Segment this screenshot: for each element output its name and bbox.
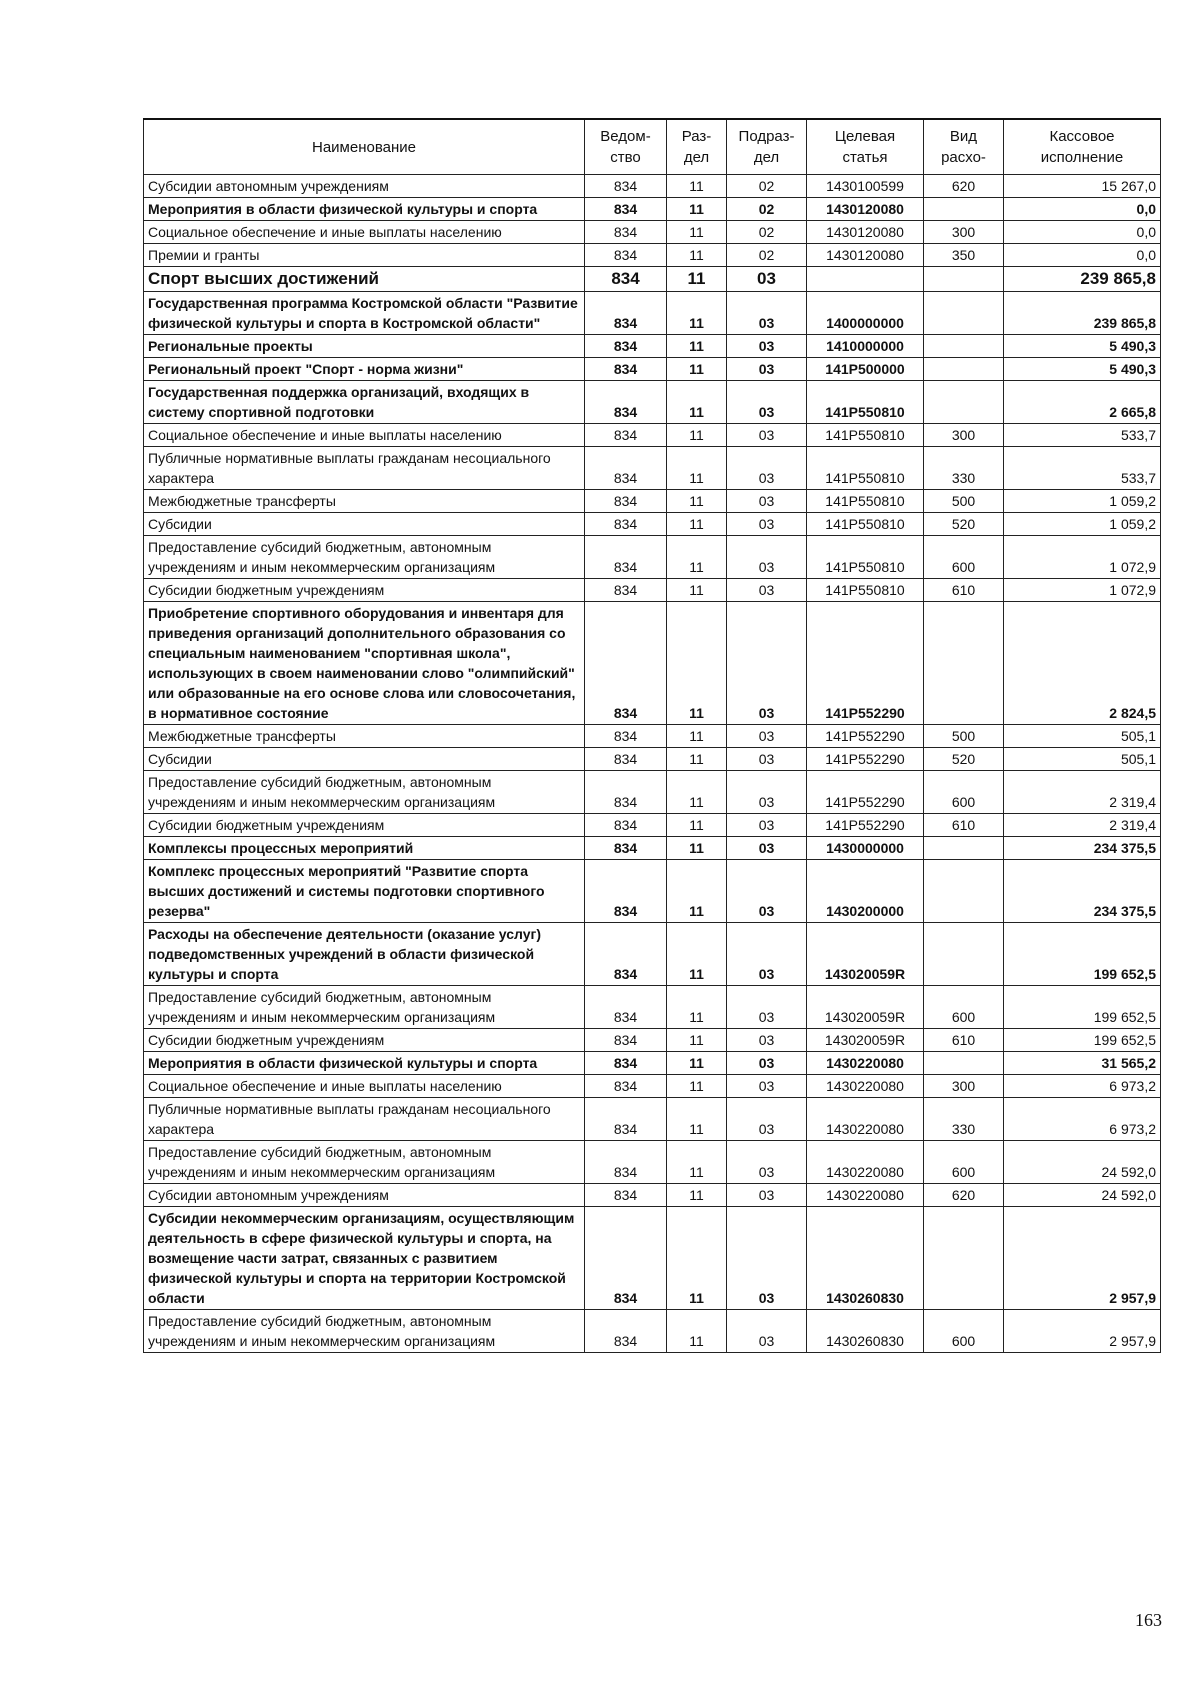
table-row <box>144 1207 1161 1310</box>
row-name-cell: Субсидии бюджетным учреждениям <box>144 1029 585 1052</box>
row-amount-cell: 2 957,9 <box>1004 1310 1161 1353</box>
row-amount-cell: 533,7 <box>1004 447 1161 490</box>
table-row <box>144 358 1161 381</box>
row-vid-rashodov-cell: 610 <box>924 814 1004 837</box>
row-amount-cell: 24 592,0 <box>1004 1141 1161 1184</box>
row-podrazdel-cell: 03 <box>727 1075 807 1098</box>
row-celevaya-statya-cell: 1400000000 <box>807 292 924 335</box>
row-podrazdel-cell: 02 <box>727 198 807 221</box>
row-celevaya-statya-cell: 1430220080 <box>807 1052 924 1075</box>
row-name-cell: Мероприятия в области физической культуры и спорта <box>144 1052 585 1075</box>
row-amount-cell: 5 490,3 <box>1004 358 1161 381</box>
row-amount-cell: 2 957,9 <box>1004 1207 1161 1310</box>
row-vedomstvo-cell: 834 <box>585 1052 667 1075</box>
table-row <box>144 221 1161 244</box>
row-vedomstvo-cell: 834 <box>585 579 667 602</box>
row-name-cell: Расходы на обеспечение деятельности (оказание услуг) подведомственных учреждений в области физической культуры и спорта <box>144 923 585 986</box>
row-name-cell: Региональные проекты <box>144 335 585 358</box>
table-row <box>144 536 1161 579</box>
row-amount-cell: 234 375,5 <box>1004 860 1161 923</box>
row-vid-rashodov-cell: 600 <box>924 771 1004 814</box>
table-row <box>144 267 1161 292</box>
row-podrazdel-cell: 03 <box>727 513 807 536</box>
row-vid-rashodov-cell: 610 <box>924 579 1004 602</box>
row-vid-rashodov-cell: 350 <box>924 244 1004 267</box>
row-name-cell: Публичные нормативные выплаты гражданам несоциального характера <box>144 447 585 490</box>
row-razdel-cell: 11 <box>667 725 727 748</box>
row-podrazdel-cell: 03 <box>727 923 807 986</box>
row-podrazdel-cell: 03 <box>727 860 807 923</box>
budget-table <box>143 118 1161 1353</box>
row-razdel-cell: 11 <box>667 771 727 814</box>
row-vedomstvo-cell: 834 <box>585 1310 667 1353</box>
table-row <box>144 490 1161 513</box>
row-name-cell: Субсидии <box>144 513 585 536</box>
row-podrazdel-cell: 02 <box>727 244 807 267</box>
row-name-cell: Приобретение спортивного оборудования и инвентаря для приведения организаций дополнительного образования со специальным наименованием "спортивная школа", использующих в своем наименовании слово "олимпийский" или образованные на его основе слова или словосочетания, в нормативное состояние <box>144 602 585 725</box>
row-razdel-cell: 11 <box>667 381 727 424</box>
row-vid-rashodov-cell: 620 <box>924 1184 1004 1207</box>
row-vedomstvo-cell: 834 <box>585 175 667 198</box>
page-number: 163 <box>1135 1610 1162 1630</box>
row-vedomstvo-cell: 834 <box>585 1098 667 1141</box>
row-amount-cell: 24 592,0 <box>1004 1184 1161 1207</box>
row-amount-cell: 505,1 <box>1004 725 1161 748</box>
table-row <box>144 244 1161 267</box>
row-name-cell: Межбюджетные трансферты <box>144 490 585 513</box>
row-razdel-cell: 11 <box>667 814 727 837</box>
row-name-cell: Субсидии <box>144 748 585 771</box>
row-name-cell: Социальное обеспечение и иные выплаты населению <box>144 1075 585 1098</box>
table-row <box>144 175 1161 198</box>
row-razdel-cell: 11 <box>667 748 727 771</box>
row-razdel-cell: 11 <box>667 536 727 579</box>
row-vid-rashodov-cell: 600 <box>924 536 1004 579</box>
row-celevaya-statya-cell: 141P550810 <box>807 579 924 602</box>
row-vid-rashodov-cell <box>924 381 1004 424</box>
row-celevaya-statya-cell: 1410000000 <box>807 335 924 358</box>
row-vid-rashodov-cell: 610 <box>924 1029 1004 1052</box>
row-name-cell: Субсидии некоммерческим организациям, осуществляющим деятельность в сфере физической культуры и спорта, на возмещение части затрат, связанных с развитием физической культуры и спорта на территории Костромской области <box>144 1207 585 1310</box>
row-celevaya-statya-cell: 141P552290 <box>807 602 924 725</box>
table-row <box>144 814 1161 837</box>
row-podrazdel-cell: 03 <box>727 447 807 490</box>
row-vedomstvo-cell: 834 <box>585 923 667 986</box>
row-celevaya-statya-cell: 1430120080 <box>807 221 924 244</box>
row-amount-cell: 199 652,5 <box>1004 986 1161 1029</box>
row-podrazdel-cell: 03 <box>727 602 807 725</box>
row-vedomstvo-cell: 834 <box>585 602 667 725</box>
row-amount-cell: 0,0 <box>1004 198 1161 221</box>
row-podrazdel-cell: 03 <box>727 490 807 513</box>
row-name-cell: Государственная программа Костромской области "Развитие физической культуры и спорта в Костромской области" <box>144 292 585 335</box>
row-name-cell: Субсидии автономным учреждениям <box>144 175 585 198</box>
row-vedomstvo-cell: 834 <box>585 198 667 221</box>
row-amount-cell: 2 824,5 <box>1004 602 1161 725</box>
row-vedomstvo-cell: 834 <box>585 771 667 814</box>
row-razdel-cell: 11 <box>667 175 727 198</box>
row-amount-cell: 239 865,8 <box>1004 267 1161 292</box>
row-name-cell: Комплекс процессных мероприятий "Развитие спорта высших достижений и системы подготовки спортивного резерва" <box>144 860 585 923</box>
row-amount-cell: 6 973,2 <box>1004 1075 1161 1098</box>
row-vedomstvo-cell: 834 <box>585 490 667 513</box>
table-row <box>144 748 1161 771</box>
row-podrazdel-cell: 03 <box>727 1310 807 1353</box>
row-podrazdel-cell: 03 <box>727 986 807 1029</box>
row-vedomstvo-cell: 834 <box>585 381 667 424</box>
row-razdel-cell: 11 <box>667 198 727 221</box>
row-name-cell: Субсидии бюджетным учреждениям <box>144 814 585 837</box>
row-razdel-cell: 11 <box>667 221 727 244</box>
row-vedomstvo-cell: 834 <box>585 1184 667 1207</box>
row-vedomstvo-cell: 834 <box>585 1141 667 1184</box>
table-row <box>144 923 1161 986</box>
row-vedomstvo-cell: 834 <box>585 221 667 244</box>
row-vedomstvo-cell: 834 <box>585 292 667 335</box>
row-vid-rashodov-cell <box>924 1052 1004 1075</box>
row-vid-rashodov-cell <box>924 198 1004 221</box>
row-celevaya-statya-cell: 141P550810 <box>807 381 924 424</box>
row-amount-cell: 2 665,8 <box>1004 381 1161 424</box>
table-row <box>144 1098 1161 1141</box>
row-vid-rashodov-cell: 600 <box>924 986 1004 1029</box>
row-razdel-cell: 11 <box>667 986 727 1029</box>
header-name: Наименование <box>144 119 585 175</box>
row-celevaya-statya-cell: 143020059R <box>807 923 924 986</box>
row-podrazdel-cell: 03 <box>727 1141 807 1184</box>
header-kassovoe-ispolnenie: Кассовое исполнение <box>1004 119 1161 175</box>
row-podrazdel-cell: 03 <box>727 725 807 748</box>
row-celevaya-statya-cell: 1430260830 <box>807 1310 924 1353</box>
row-vid-rashodov-cell: 600 <box>924 1310 1004 1353</box>
row-celevaya-statya-cell: 1430120080 <box>807 198 924 221</box>
row-celevaya-statya-cell: 1430220080 <box>807 1141 924 1184</box>
row-celevaya-statya-cell: 1430120080 <box>807 244 924 267</box>
row-razdel-cell: 11 <box>667 490 727 513</box>
row-vedomstvo-cell: 834 <box>585 267 667 292</box>
table-row <box>144 198 1161 221</box>
row-vedomstvo-cell: 834 <box>585 536 667 579</box>
table-row <box>144 1052 1161 1075</box>
table-row <box>144 1075 1161 1098</box>
row-razdel-cell: 11 <box>667 292 727 335</box>
row-name-cell: Мероприятия в области физической культуры и спорта <box>144 198 585 221</box>
row-vid-rashodov-cell: 520 <box>924 513 1004 536</box>
row-name-cell: Предоставление субсидий бюджетным, автономным учреждениям и иным некоммерческим организациям <box>144 986 585 1029</box>
row-name-cell: Публичные нормативные выплаты гражданам несоциального характера <box>144 1098 585 1141</box>
row-vedomstvo-cell: 834 <box>585 1075 667 1098</box>
table-body <box>144 175 1161 1353</box>
row-podrazdel-cell: 03 <box>727 837 807 860</box>
row-vedomstvo-cell: 834 <box>585 860 667 923</box>
row-razdel-cell: 11 <box>667 267 727 292</box>
row-celevaya-statya-cell: 141P552290 <box>807 725 924 748</box>
table-row <box>144 1184 1161 1207</box>
row-vid-rashodov-cell: 300 <box>924 424 1004 447</box>
row-amount-cell: 2 319,4 <box>1004 771 1161 814</box>
row-name-cell: Субсидии автономным учреждениям <box>144 1184 585 1207</box>
row-celevaya-statya-cell: 141P552290 <box>807 814 924 837</box>
table-row <box>144 860 1161 923</box>
row-celevaya-statya-cell: 1430200000 <box>807 860 924 923</box>
row-vid-rashodov-cell: 330 <box>924 447 1004 490</box>
row-amount-cell: 1 059,2 <box>1004 490 1161 513</box>
row-podrazdel-cell: 03 <box>727 814 807 837</box>
table-row <box>144 447 1161 490</box>
row-vid-rashodov-cell <box>924 358 1004 381</box>
row-podrazdel-cell: 03 <box>727 1184 807 1207</box>
row-vid-rashodov-cell <box>924 267 1004 292</box>
row-vedomstvo-cell: 834 <box>585 335 667 358</box>
row-vid-rashodov-cell <box>924 860 1004 923</box>
row-celevaya-statya-cell: 141P500000 <box>807 358 924 381</box>
row-vid-rashodov-cell <box>924 837 1004 860</box>
header-razdel: Раз- дел <box>667 119 727 175</box>
row-vid-rashodov-cell: 300 <box>924 1075 1004 1098</box>
row-razdel-cell: 11 <box>667 837 727 860</box>
row-amount-cell: 239 865,8 <box>1004 292 1161 335</box>
row-name-cell: Премии и гранты <box>144 244 585 267</box>
row-podrazdel-cell: 03 <box>727 424 807 447</box>
row-celevaya-statya-cell: 1430000000 <box>807 837 924 860</box>
table-row <box>144 602 1161 725</box>
row-vedomstvo-cell: 834 <box>585 748 667 771</box>
row-podrazdel-cell: 03 <box>727 1029 807 1052</box>
table-row <box>144 1141 1161 1184</box>
row-amount-cell: 2 319,4 <box>1004 814 1161 837</box>
row-vedomstvo-cell: 834 <box>585 358 667 381</box>
row-name-cell: Субсидии бюджетным учреждениям <box>144 579 585 602</box>
row-podrazdel-cell: 02 <box>727 221 807 244</box>
row-name-cell: Спорт высших достижений <box>144 267 585 292</box>
table-row <box>144 837 1161 860</box>
row-podrazdel-cell: 03 <box>727 579 807 602</box>
row-podrazdel-cell: 03 <box>727 1052 807 1075</box>
row-razdel-cell: 11 <box>667 335 727 358</box>
row-razdel-cell: 11 <box>667 1310 727 1353</box>
row-celevaya-statya-cell: 143020059R <box>807 986 924 1029</box>
row-amount-cell: 1 059,2 <box>1004 513 1161 536</box>
row-vid-rashodov-cell: 330 <box>924 1098 1004 1141</box>
row-podrazdel-cell: 02 <box>727 175 807 198</box>
row-amount-cell: 199 652,5 <box>1004 923 1161 986</box>
row-vedomstvo-cell: 834 <box>585 1029 667 1052</box>
row-celevaya-statya-cell: 1430220080 <box>807 1184 924 1207</box>
row-podrazdel-cell: 03 <box>727 771 807 814</box>
table-row <box>144 725 1161 748</box>
row-celevaya-statya-cell: 1430220080 <box>807 1075 924 1098</box>
table-row <box>144 771 1161 814</box>
row-razdel-cell: 11 <box>667 1184 727 1207</box>
row-podrazdel-cell: 03 <box>727 358 807 381</box>
table-row <box>144 1310 1161 1353</box>
row-name-cell: Государственная поддержка организаций, входящих в систему спортивной подготовки <box>144 381 585 424</box>
table-row <box>144 292 1161 335</box>
row-amount-cell: 6 973,2 <box>1004 1098 1161 1141</box>
row-razdel-cell: 11 <box>667 1075 727 1098</box>
row-razdel-cell: 11 <box>667 447 727 490</box>
row-razdel-cell: 11 <box>667 1098 727 1141</box>
row-amount-cell: 1 072,9 <box>1004 536 1161 579</box>
row-amount-cell: 199 652,5 <box>1004 1029 1161 1052</box>
row-vedomstvo-cell: 834 <box>585 986 667 1029</box>
row-vid-rashodov-cell <box>924 1207 1004 1310</box>
row-celevaya-statya-cell: 1430220080 <box>807 1098 924 1141</box>
row-razdel-cell: 11 <box>667 579 727 602</box>
row-podrazdel-cell: 03 <box>727 267 807 292</box>
row-celevaya-statya-cell: 141P550810 <box>807 424 924 447</box>
header-vedomstvo: Ведом- ство <box>585 119 667 175</box>
row-podrazdel-cell: 03 <box>727 748 807 771</box>
row-podrazdel-cell: 03 <box>727 536 807 579</box>
header-vid-rashodov: Вид расхо- <box>924 119 1004 175</box>
table-row <box>144 579 1161 602</box>
row-amount-cell: 533,7 <box>1004 424 1161 447</box>
row-amount-cell: 0,0 <box>1004 221 1161 244</box>
row-celevaya-statya-cell: 143020059R <box>807 1029 924 1052</box>
row-amount-cell: 0,0 <box>1004 244 1161 267</box>
row-name-cell: Региональный проект "Спорт - норма жизни" <box>144 358 585 381</box>
row-name-cell: Предоставление субсидий бюджетным, автономным учреждениям и иным некоммерческим организациям <box>144 1141 585 1184</box>
row-vedomstvo-cell: 834 <box>585 814 667 837</box>
row-name-cell: Межбюджетные трансферты <box>144 725 585 748</box>
row-podrazdel-cell: 03 <box>727 1098 807 1141</box>
table-row <box>144 513 1161 536</box>
row-razdel-cell: 11 <box>667 244 727 267</box>
row-razdel-cell: 11 <box>667 860 727 923</box>
row-name-cell: Предоставление субсидий бюджетным, автономным учреждениям и иным некоммерческим организациям <box>144 1310 585 1353</box>
table-row <box>144 986 1161 1029</box>
row-vid-rashodov-cell <box>924 602 1004 725</box>
row-vedomstvo-cell: 834 <box>585 837 667 860</box>
row-name-cell: Социальное обеспечение и иные выплаты населению <box>144 221 585 244</box>
row-celevaya-statya-cell: 141P550810 <box>807 513 924 536</box>
row-amount-cell: 5 490,3 <box>1004 335 1161 358</box>
row-celevaya-statya-cell: 141P552290 <box>807 771 924 814</box>
row-name-cell: Предоставление субсидий бюджетным, автономным учреждениям и иным некоммерческим организациям <box>144 771 585 814</box>
row-amount-cell: 1 072,9 <box>1004 579 1161 602</box>
row-razdel-cell: 11 <box>667 358 727 381</box>
row-razdel-cell: 11 <box>667 513 727 536</box>
row-razdel-cell: 11 <box>667 424 727 447</box>
row-razdel-cell: 11 <box>667 1052 727 1075</box>
row-celevaya-statya-cell: 1430260830 <box>807 1207 924 1310</box>
row-celevaya-statya-cell: 141P550810 <box>807 536 924 579</box>
table-row <box>144 381 1161 424</box>
row-vedomstvo-cell: 834 <box>585 244 667 267</box>
row-amount-cell: 15 267,0 <box>1004 175 1161 198</box>
row-vid-rashodov-cell: 620 <box>924 175 1004 198</box>
row-podrazdel-cell: 03 <box>727 381 807 424</box>
row-name-cell: Социальное обеспечение и иные выплаты населению <box>144 424 585 447</box>
row-vid-rashodov-cell <box>924 292 1004 335</box>
row-name-cell: Комплексы процессных мероприятий <box>144 837 585 860</box>
row-razdel-cell: 11 <box>667 1029 727 1052</box>
row-name-cell: Предоставление субсидий бюджетным, автономным учреждениям и иным некоммерческим организациям <box>144 536 585 579</box>
table-row <box>144 424 1161 447</box>
table-row <box>144 1029 1161 1052</box>
row-razdel-cell: 11 <box>667 923 727 986</box>
row-celevaya-statya-cell: 1430100599 <box>807 175 924 198</box>
row-razdel-cell: 11 <box>667 1141 727 1184</box>
row-vid-rashodov-cell <box>924 923 1004 986</box>
table-header-row <box>144 119 1161 175</box>
row-podrazdel-cell: 03 <box>727 1207 807 1310</box>
header-celevaya-statya: Целевая статья <box>807 119 924 175</box>
header-podrazdel: Подраз- дел <box>727 119 807 175</box>
row-vedomstvo-cell: 834 <box>585 1207 667 1310</box>
row-vedomstvo-cell: 834 <box>585 447 667 490</box>
row-vid-rashodov-cell <box>924 335 1004 358</box>
row-amount-cell: 31 565,2 <box>1004 1052 1161 1075</box>
row-celevaya-statya-cell: 141P550810 <box>807 490 924 513</box>
row-celevaya-statya-cell <box>807 267 924 292</box>
row-podrazdel-cell: 03 <box>727 292 807 335</box>
row-vid-rashodov-cell: 520 <box>924 748 1004 771</box>
row-razdel-cell: 11 <box>667 1207 727 1310</box>
row-vid-rashodov-cell: 500 <box>924 490 1004 513</box>
row-vid-rashodov-cell: 500 <box>924 725 1004 748</box>
row-amount-cell: 505,1 <box>1004 748 1161 771</box>
row-celevaya-statya-cell: 141P552290 <box>807 748 924 771</box>
row-vedomstvo-cell: 834 <box>585 513 667 536</box>
row-vid-rashodov-cell: 600 <box>924 1141 1004 1184</box>
row-celevaya-statya-cell: 141P550810 <box>807 447 924 490</box>
row-vedomstvo-cell: 834 <box>585 725 667 748</box>
row-vedomstvo-cell: 834 <box>585 424 667 447</box>
row-vid-rashodov-cell: 300 <box>924 221 1004 244</box>
row-amount-cell: 234 375,5 <box>1004 837 1161 860</box>
table-row <box>144 335 1161 358</box>
row-razdel-cell: 11 <box>667 602 727 725</box>
row-podrazdel-cell: 03 <box>727 335 807 358</box>
